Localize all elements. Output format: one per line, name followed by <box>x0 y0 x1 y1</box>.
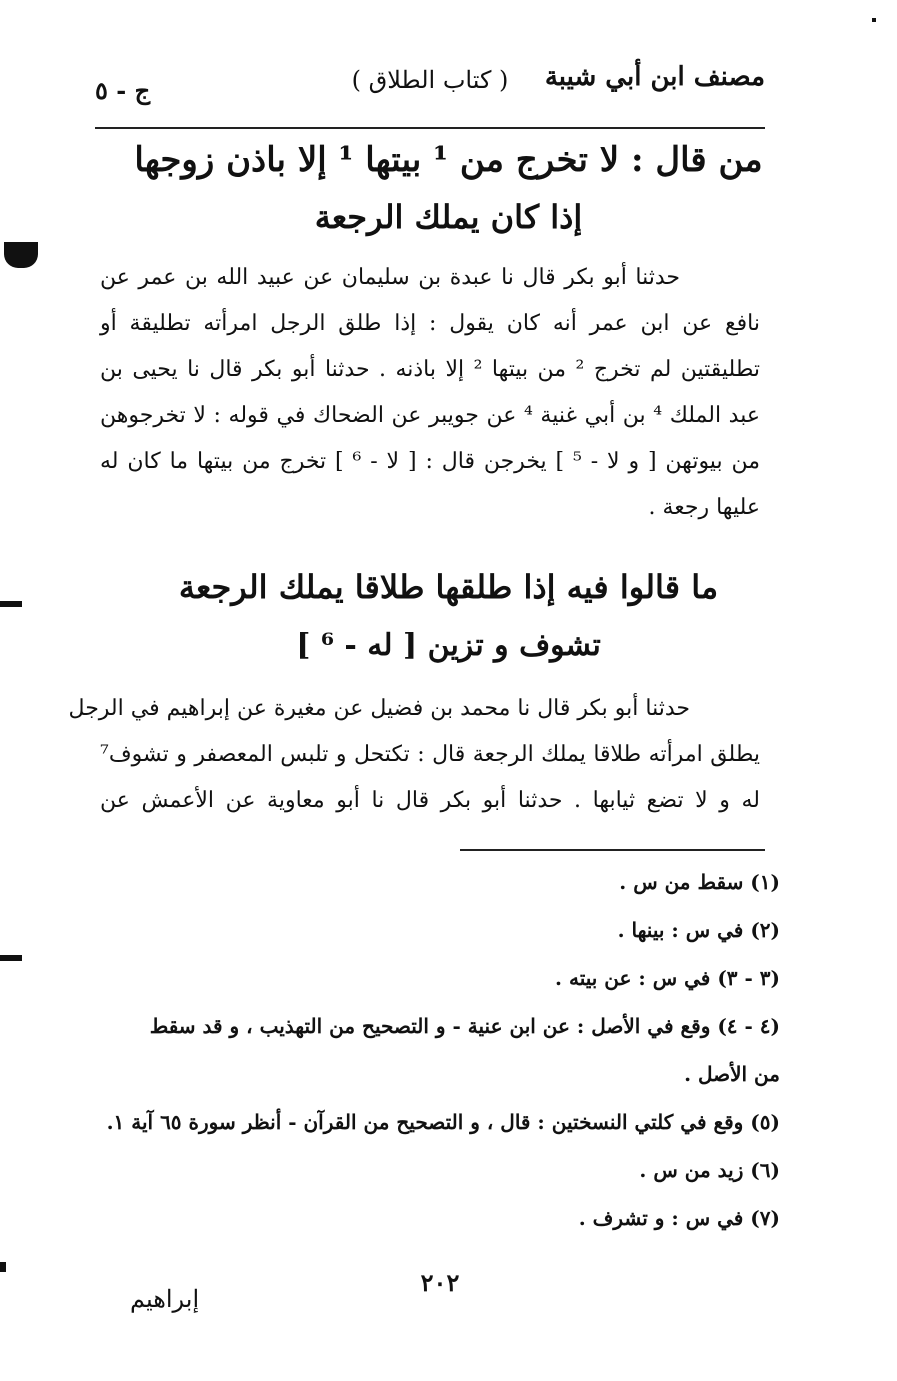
paragraph-line: حدثنا أبو بكر قال نا محمد بن فضيل عن مغيرة عن إبراهيم في الرجل <box>68 696 690 721</box>
paragraph-2 <box>68 686 760 824</box>
catchword: إبراهيم <box>130 1285 200 1313</box>
footnote-separator <box>460 849 765 851</box>
scan-edge-mark <box>0 955 22 961</box>
footnote: (٢) في س : بينها . <box>617 918 780 942</box>
section-heading-2-line-2: تشوف و تزين [ له - ⁶ ] <box>296 628 601 663</box>
volume-number: ج - ٥ <box>95 76 151 105</box>
paragraph-line: حدثنا أبو بكر قال نا عبدة بن سليمان عن عبيد الله بن عمر عن <box>100 265 680 290</box>
page-number: ٢٠٢ <box>420 1268 460 1297</box>
section-heading-1-line-2: إذا كان يملك الرجعة <box>314 198 583 236</box>
footnote: (٣ - ٣) في س : عن بيته . <box>555 966 780 990</box>
scan-edge-mark <box>4 242 38 268</box>
footnote: (٤ - ٤) وقع في الأصل : عن ابن عنية - و التصحيح من التهذيب ، و قد سقط <box>149 1014 780 1038</box>
book-title: مصنف ابن أبي شيبة <box>544 62 765 92</box>
paragraph-line: له و لا تضع ثيابها . حدثنا أبو بكر قال نا أبو معاوية عن الأعمش عن <box>100 788 760 813</box>
scan-speck <box>872 18 876 22</box>
scan-edge-mark <box>0 1262 6 1272</box>
paragraph-line: تطليقتين لم تخرج ² من بيتها ² إلا باذنه . حدثنا أبو بكر قال نا يحيى بن <box>100 357 760 382</box>
paragraph-line: يطلق امرأته طلاقا يملك الرجعة قال : تكتحل و تلبس المعصفر و تشوف⁷ <box>100 742 760 767</box>
footnote-continuation: من الأصل . <box>684 1062 780 1086</box>
footnote: (٥) وقع في كلتي النسختين : قال ، و التصحيح من القرآن - أنظر سورة ٦٥ آية ١. <box>106 1110 780 1134</box>
section-heading-1-line-1: من قال : لا تخرج من ¹ بيتها ¹ إلا باذن زوجها <box>134 140 763 180</box>
paragraph-1 <box>100 255 760 531</box>
paragraph-line: عبد الملك ⁴ بن أبي غنية ⁴ عن جويبر عن الضحاك في قوله : لا تخرجوهن <box>100 403 760 428</box>
paragraph-line: من بيوتهن [ و لا - ⁵ ] يخرجن قال : [ لا - ⁶ ] تخرج من بيتها ما كان له <box>100 449 760 474</box>
footnote: (٧) في س : و تشرف . <box>578 1206 780 1230</box>
section-heading-2-line-1: ما قالوا فيه إذا طلقها طلاقا يملك الرجعة <box>178 568 719 606</box>
page-header <box>95 62 765 112</box>
header-rule <box>95 127 765 129</box>
scan-edge-mark <box>0 601 22 607</box>
footnote: (١) سقط من س . <box>619 870 780 894</box>
chapter-title: ( كتاب الطلاق ) <box>351 66 509 94</box>
footnotes <box>100 858 780 1242</box>
footnote: (٦) زيد من س . <box>639 1158 780 1182</box>
paragraph-line: عليها رجعة . <box>648 495 760 520</box>
paragraph-line: نافع عن ابن عمر أنه كان يقول : إذا طلق الرجل امرأته تطليقة أو <box>100 311 761 336</box>
